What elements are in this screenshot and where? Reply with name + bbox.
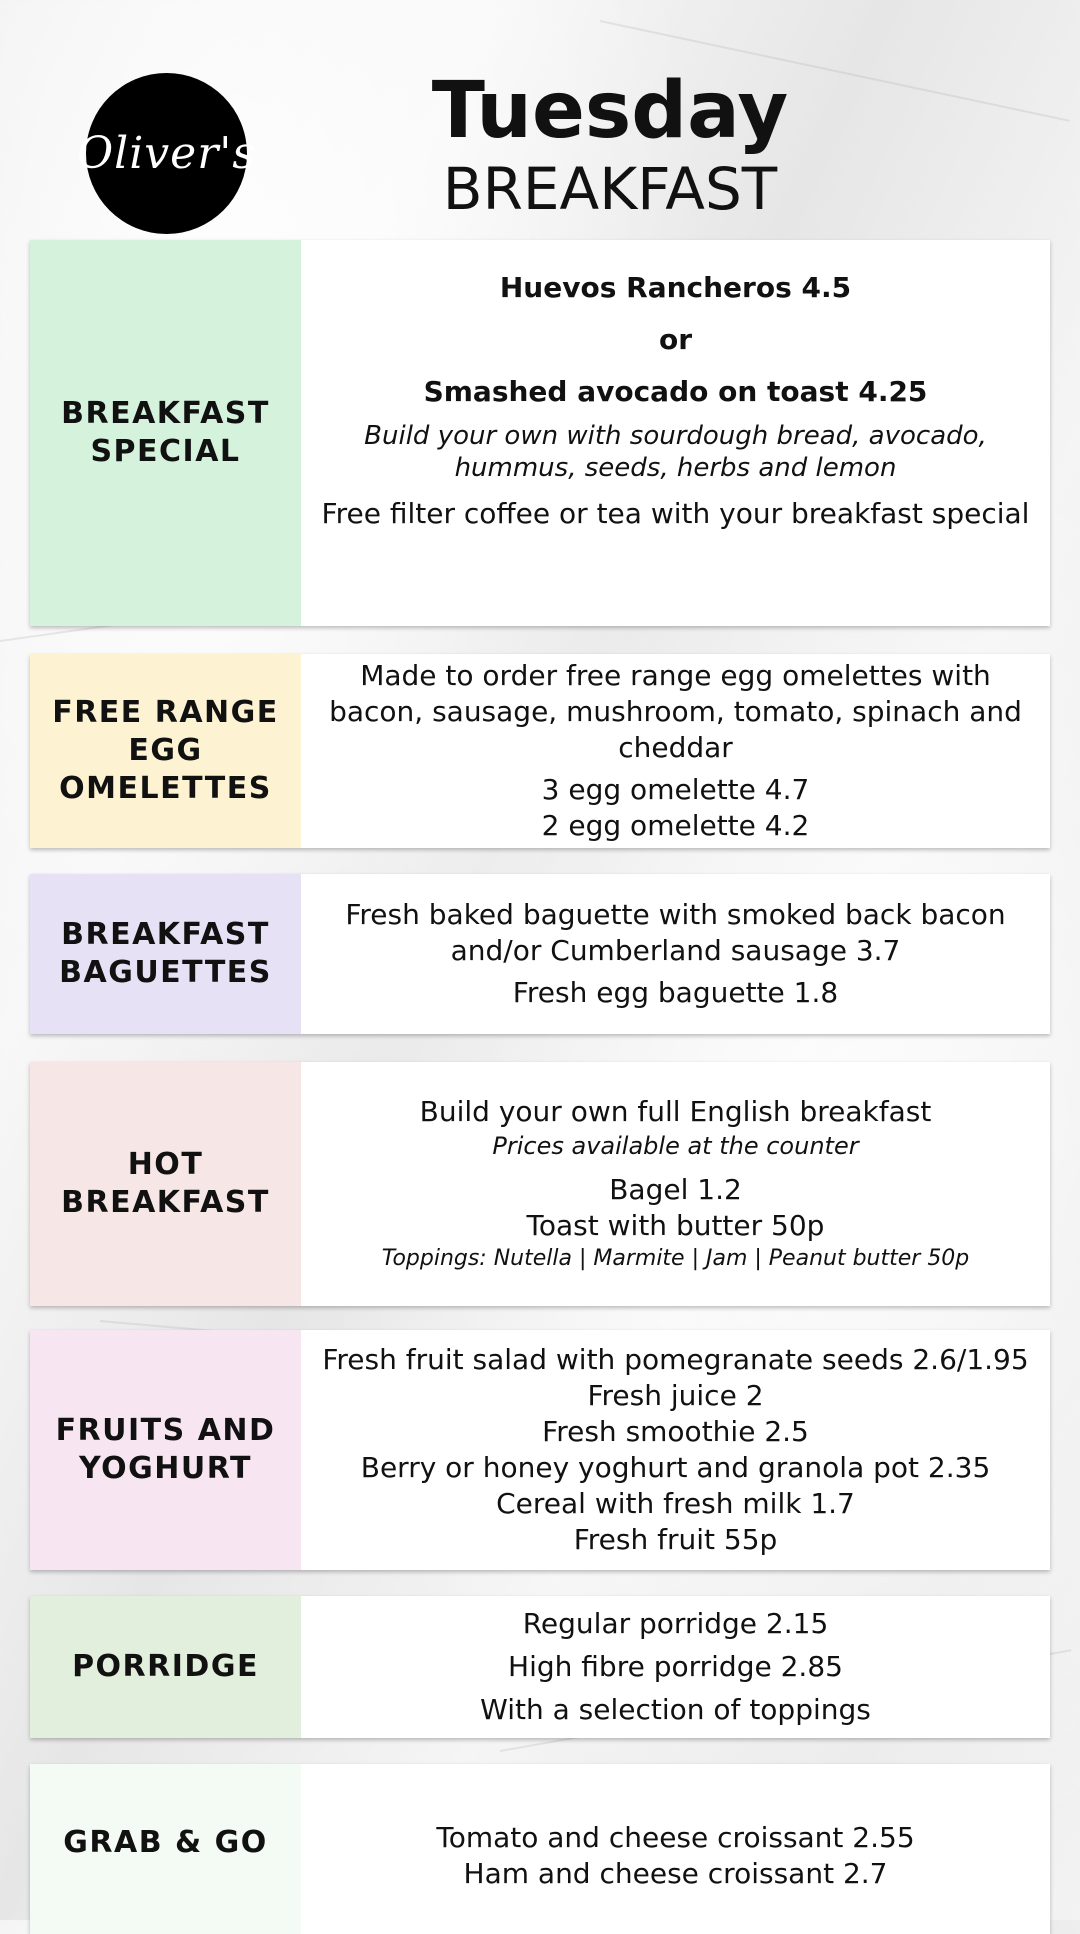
menu-item: Fresh fruit 55p [573,1523,778,1556]
menu-note: Free filter coffee or tea with your breakfast special [321,497,1030,530]
menu-description: Build your own with sourdough bread, avocado, hummus, seeds, herbs and lemon [364,421,987,483]
section-content [301,654,1050,848]
section-content [301,1596,1050,1738]
menu-item: Smashed avocado on toast 4.25 [423,375,928,408]
menu-section-breakfast-special [30,240,1050,626]
menu-note: Prices available at the counter [492,1132,859,1160]
menu-item: Fresh smoothie 2.5 [542,1415,809,1448]
menu-section-fruits-yoghurt [30,1330,1050,1570]
menu-item: Build your own full English breakfast [419,1095,932,1128]
section-content [301,1764,1050,1934]
menu-item: Toast with butter 50p [526,1209,825,1242]
menu-section-porridge [30,1596,1050,1738]
page-title-day: Tuesday [431,66,789,156]
menu-note: With a selection of toppings [480,1693,871,1726]
menu-note: Toppings: Nutella | Marmite | Jam | Peanut butter 50p [381,1246,970,1271]
page-title-meal: BREAKFAST [442,155,778,223]
section-label: FREE RANGE EGG OMELETTES [30,654,301,848]
menu-section-omelettes [30,654,1050,848]
section-label: PORRIDGE [30,1596,301,1738]
section-content [301,1062,1050,1306]
menu-item: Fresh juice 2 [587,1379,764,1412]
section-content [301,240,1050,626]
section-label: HOT BREAKFAST [30,1062,301,1306]
section-label: BREAKFAST BAGUETTES [30,874,301,1034]
menu-item: Fresh egg baguette 1.8 [512,976,839,1009]
section-label: BREAKFAST SPECIAL [30,240,301,626]
menu-item: Fresh baked baguette with smoked back bacon and/or Cumberland sausage 3.7 [345,898,1006,967]
menu-item: High fibre porridge 2.85 [508,1650,843,1683]
menu-item: Bagel 1.2 [609,1173,742,1206]
logo-text: Oliver's [77,128,256,179]
section-content [301,874,1050,1034]
menu-item: Cereal with fresh milk 1.7 [496,1487,855,1520]
section-label: FRUITS AND YOGHURT [30,1330,301,1570]
section-content [301,1330,1050,1570]
menu-section-baguettes [30,874,1050,1034]
menu-item: Berry or honey yoghurt and granola pot 2.35 [360,1451,991,1484]
menu-description: Made to order free range egg omelettes with bacon, sausage, mushroom, tomato, spinach and cheddar [329,659,1022,764]
menu-item: Regular porridge 2.15 [522,1607,829,1640]
section-label: GRAB & GO [30,1764,301,1934]
menu-section-grab-and-go [30,1764,1050,1934]
menu-item: Fresh fruit salad with pomegranate seeds 2.6/1.95 [322,1343,1029,1376]
menu-item: Tomato and cheese croissant 2.55 [436,1821,915,1854]
menu-item: 3 egg omelette 4.7 [541,773,810,806]
menu-item: Ham and cheese croissant 2.7 [463,1857,888,1890]
menu-item: 2 egg omelette 4.2 [541,809,810,842]
menu-item: or [658,323,693,356]
menu-item: Huevos Rancheros 4.5 [499,271,852,304]
menu-section-hot-breakfast [30,1062,1050,1306]
